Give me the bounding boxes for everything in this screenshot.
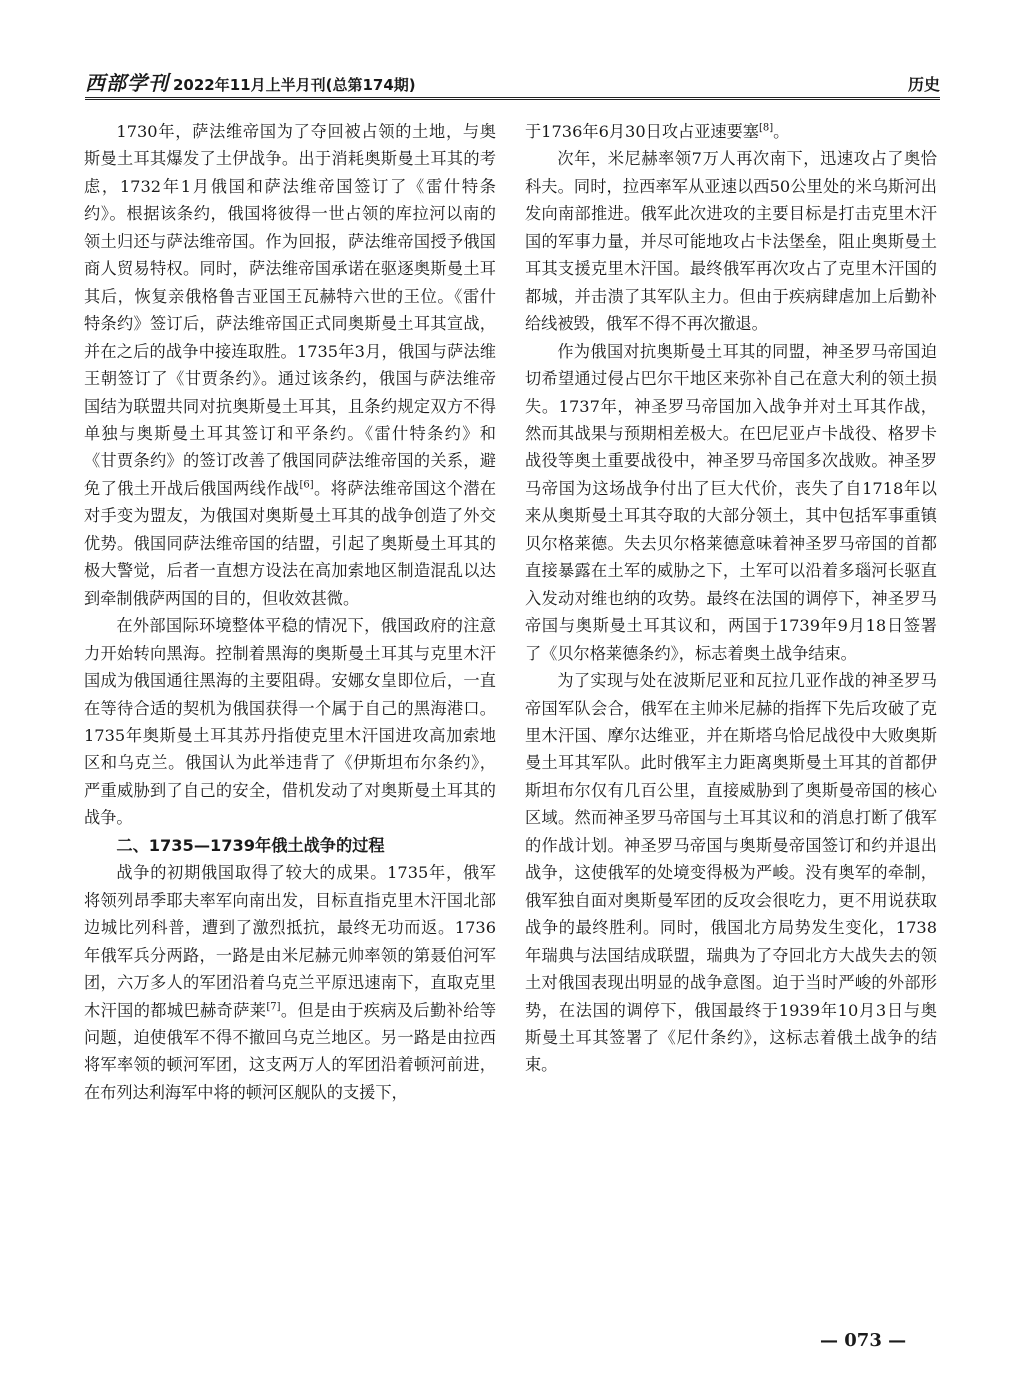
paragraph: 1730年，萨法维帝国为了夺回被占领的土地，与奥斯曼土耳其爆发了土伊战争。出于消耗奥斯曼土耳其的考虑，1732年1月俄国和萨法维帝国签订了《雷什特条约》。根据该条约，俄国将彼得一世占领的库拉河以南的领土归还与萨法维帝国。作为回报，萨法维帝国授予俄国商人贸易特权。同时，萨法维帝国承诺在驱逐奥斯曼土耳其后，恢复亲俄格鲁吉亚国王瓦赫特六世的王位。《雷什特条约》签订后，萨法维帝国正式同奥斯曼土耳其宣战，并在之后的战争中接连取胜。1735年3月，俄国与萨法维王朝签订了《甘贾条约》。通过该条约，俄国与萨法维帝国结为联盟共同对抗奥斯曼土耳其，且条约规定双方不得单独与奥斯曼土耳其签订和平条约。《雷什特条约》和《甘贾条约》的签订改善了俄国同萨法维帝国的关系，避免了俄土开战后俄国两线作战[6]。将萨法维帝国这个潜在对手变为盟友，为俄国对奥斯曼土耳其的战争创造了外交优势。俄国同萨法维帝国的结盟，引起了奥斯曼土耳其的极大警觉，后者一直想方设法在高加索地区制造混乱以达到牵制俄萨两国的目的，但收效甚微。 [84,122,497,608]
page-number: — 073 — [820,1330,907,1351]
citation-ref: [6] [299,479,314,491]
section-label: 历史 [907,75,940,94]
paragraph: 在外部国际环境整体平稳的情况下，俄国政府的注意力开始转向黑海。控制着黑海的奥斯曼土耳其与克里木汗国成为俄国通往黑海的主要阻碍。安娜女皇即位后，一直在等待合适的契机为俄国获得一个属于自己的黑海港口。1735年奥斯曼土耳其苏丹指使克里木汗国进攻高加索地区和乌克兰。俄国认为此举违背了《伊斯坦布尔条约》，严重威胁到了自己的安全，借机发动了对奥斯曼土耳其的战争。 [84,616,496,828]
paragraph-continued: 于1736年6月30日攻占亚速要塞[8]。 [525,122,790,141]
paragraph: 次年，米尼赫率领7万人再次南下，迅速攻占了奥恰科夫。同时，拉西率军从亚速以西50公里处的米乌斯河出发向南部推进。俄军此次进攻的主要目标是打击克里木汗国的军事力量，并尽可能地攻占卡法堡垒，阻止奥斯曼土耳其支援克里木汗国。最终俄军再次攻占了克里木汗国的都城，并击溃了其军队主力。但由于疾病肆虐加上后勤补给线被毁，俄军不得不再次撤退。 [525,149,937,334]
header-left [85,73,416,93]
issue-info: 2022年11月上半月刊(总第174期) [173,76,416,94]
citation-ref: [7] [266,1001,281,1013]
journal-logo: 西部学刊 [85,71,169,95]
paragraph: 为了实现与处在波斯尼亚和瓦拉几亚作战的神圣罗马帝国军队会合，俄军在主帅米尼赫的指挥下先后攻破了克里木汗国、摩尔达维亚，并在斯塔乌恰尼战役中大败奥斯曼土耳其军队。此时俄军主力距离奥斯曼土耳其的首都伊斯坦布尔仅有几百公里，直接威胁到了奥斯曼帝国的核心区域。然而神圣罗马帝国与土耳其议和的消息打断了俄军的作战计划。神圣罗马帝国与奥斯曼帝国签订和约并退出战争，这使俄军的处境变得极为严峻。没有奥军的牵制，俄军独自面对奥斯曼军团的反攻会很吃力，更不用说获取战争的最终胜利。同时，俄国北方局势发生变化，1738年瑞典与法国结成联盟，瑞典为了夺回北方大战失去的领土对俄国表现出明显的战争意图。迫于当时严峻的外部形势，在法国的调停下，俄国最终于1939年10月3日与奥斯曼土耳其签署了《尼什条约》，这标志着俄土战争的结束。 [525,671,937,1075]
paragraph: 作为俄国对抗奥斯曼土耳其的同盟，神圣罗马帝国迫切希望通过侵占巴尔干地区来弥补自己在意大利的领土损失。1737年，神圣罗马帝国加入战争并对土耳其作战，然而其战果与预期相差极大。在巴尼亚卢卡战役、格罗卡战役等奥土重要战役中，神圣罗马帝国多次战败。神圣罗马帝国为这场战争付出了巨大代价，丧失了自1718年以来从奥斯曼土耳其夺取的大部分领土，其中包括军事重镇贝尔格莱德。失去贝尔格莱德意味着神圣罗马帝国的首都直接暴露在土军的威胁之下，土军可以沿着多瑙河长驱直入发动对维也纳的攻势。最终在法国的调停下，神圣罗马帝国与奥斯曼土耳其议和，两国于1739年9月18日签署了《贝尔格莱德条约》，标志着奥土战争结束。 [525,341,937,663]
citation-ref: [8] [758,122,774,134]
right-column [525,118,937,1079]
section-heading: 二、1735—1739年俄土战争的过程 [116,835,385,855]
page-header [85,70,940,100]
paragraph: 战争的初期俄国取得了较大的成果。1735年，俄军将领列昂季耶夫率军向南出发，目标直指克里木汗国北部边城比列科普，遭到了激烈抵抗，最终无功而返。1736年俄军兵分两路，一路是由米尼赫元帅率领的第聂伯河军团，六万多人的军团沿着乌克兰平原迅速南下，直取克里木汗国的都城巴赫奇萨莱[7]。但是由于疾病及后勤补给等问题，迫使俄军不得不撤回乌克兰地区。另一路是由拉西将军率领的顿河军团，这支两万人的军团沿着顿河前进，在布列达利海军中将的顿河区舰队的支援下， [84,863,497,1102]
left-column [84,118,496,1106]
